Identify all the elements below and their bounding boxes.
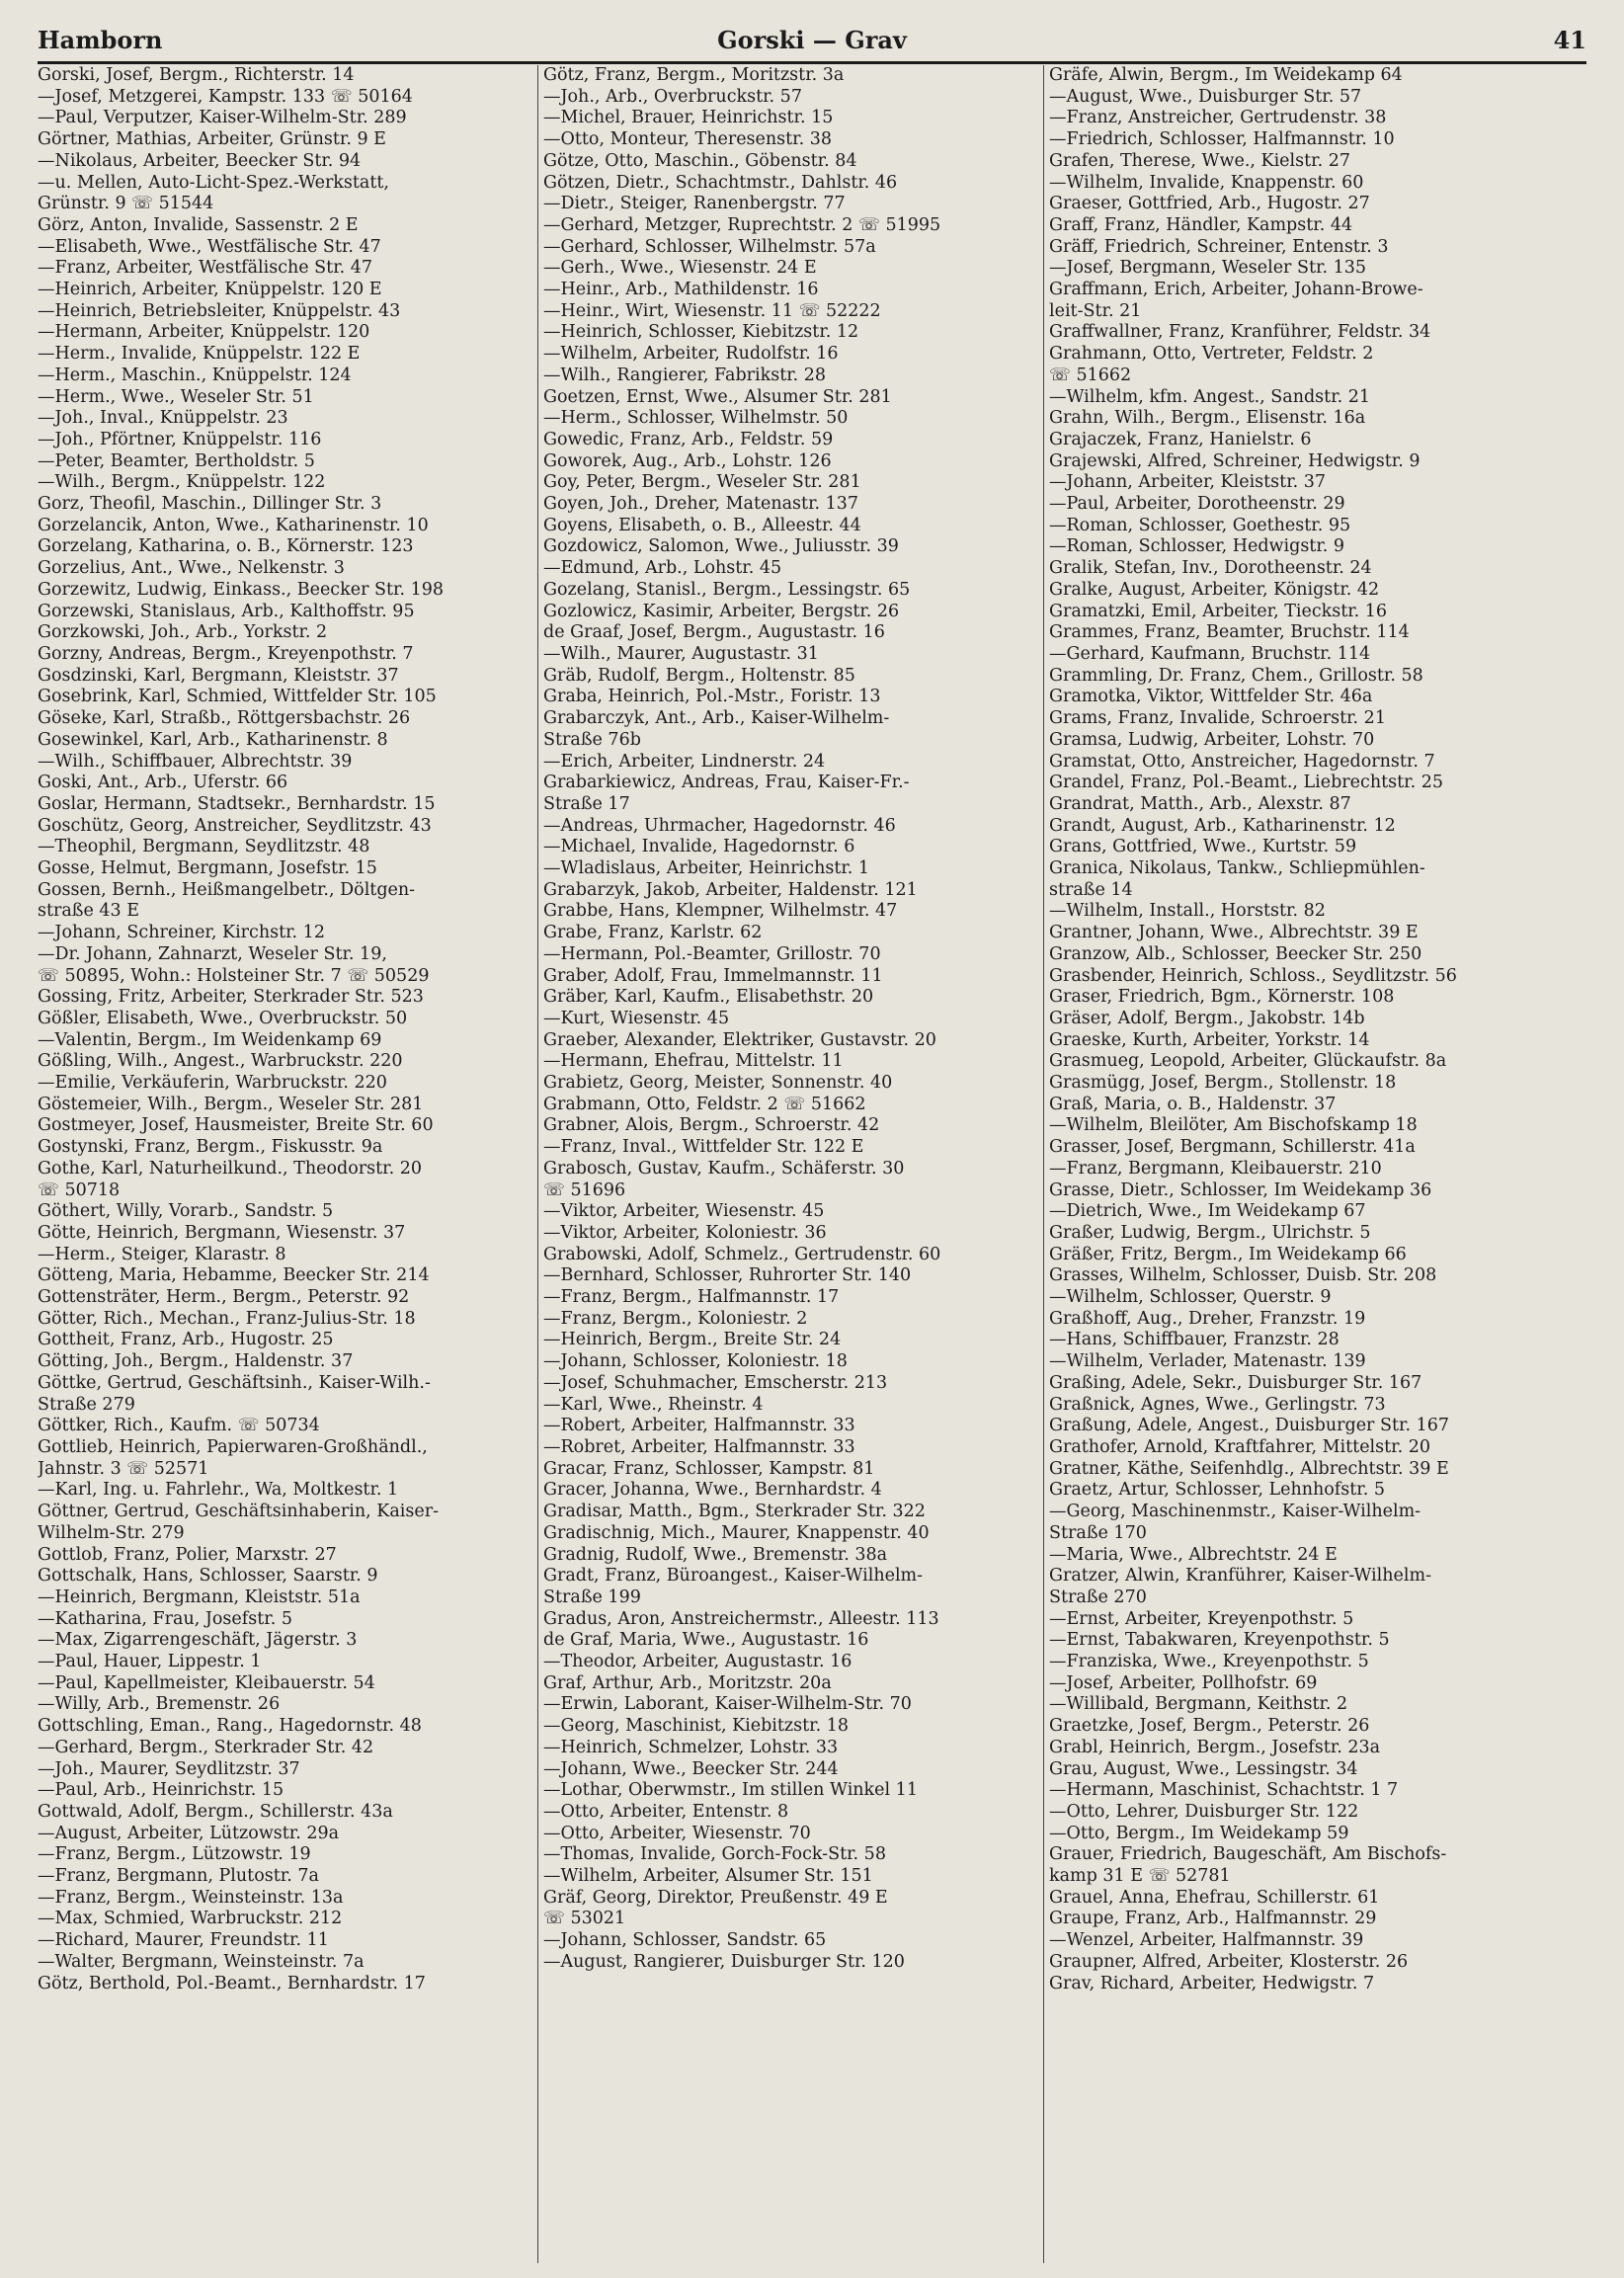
directory-entry: Grabarczyk, Ant., Arb., Kaiser-Wilhelm- [543, 708, 890, 729]
directory-entry: Grabowski, Adolf, Schmelz., Gertrudenstr. 60 [543, 1244, 941, 1264]
directory-entry: —Hermann, Ehefrau, Mittelstr. 11 [543, 1051, 844, 1072]
directory-entry: Grabarzyk, Jakob, Arbeiter, Haldenstr. 121 [543, 879, 918, 900]
directory-entry: Gottwald, Adolf, Bergm., Schillerstr. 43a [38, 1801, 393, 1822]
directory-entry: —Gerhard, Bergm., Sterkrader Str. 42 [38, 1737, 374, 1757]
directory-entry: —Heinrich, Bergmann, Kleiststr. 51a [38, 1586, 361, 1607]
directory-entry: —August, Rangierer, Duisburger Str. 120 [543, 1951, 905, 1972]
column-divider [537, 65, 538, 2263]
directory-entry: Granzow, Alb., Schlosser, Beecker Str. 250 [1049, 943, 1422, 964]
directory-entry: Gosewinkel, Karl, Arb., Katharinenstr. 8 [38, 729, 388, 750]
directory-entry: —Theodor, Arbeiter, Augustastr. 16 [543, 1652, 853, 1672]
directory-entry: —Joh., Maurer, Seydlitzstr. 37 [38, 1758, 300, 1779]
directory-entry: Graber, Adolf, Frau, Immelmannstr. 11 [543, 965, 883, 986]
directory-entry: —Wilhelm, Invalide, Knappenstr. 60 [1049, 172, 1364, 193]
directory-entry: —Viktor, Arbeiter, Wiesenstr. 45 [543, 1201, 825, 1222]
directory-entry: Göttke, Gertrud, Geschäftsinh., Kaiser-Wilh.- [38, 1372, 431, 1393]
directory-entry: Gradischnig, Mich., Maurer, Knappenstr. 40 [543, 1522, 930, 1543]
page-header [38, 22, 1586, 64]
directory-entry: Grans, Gottfried, Wwe., Kurtstr. 59 [1049, 837, 1357, 857]
directory-entry: —Josef, Schuhmacher, Emscherstr. 213 [543, 1372, 888, 1393]
directory-entry: Gossing, Fritz, Arbeiter, Sterkrader Str. 523 [38, 987, 424, 1008]
directory-entry: Göseke, Karl, Straßb., Röttgersbachstr. 26 [38, 708, 411, 729]
directory-entry: —Franziska, Wwe., Kreyenpothstr. 5 [1049, 1652, 1369, 1672]
directory-entry: Gottschling, Eman., Rang., Hagedornstr. 48 [38, 1716, 422, 1737]
directory-entry: —Wenzel, Arbeiter, Halfmannstr. 39 [1049, 1930, 1364, 1951]
directory-entry: —Thomas, Invalide, Gorch-Fock-Str. 58 [543, 1844, 886, 1865]
directory-entry: Gramotka, Viktor, Wittfelder Str. 46a [1049, 687, 1373, 707]
directory-entry: Grabner, Alois, Bergm., Schroerstr. 42 [543, 1115, 880, 1136]
directory-entry: Gowedic, Franz, Arb., Feldstr. 59 [543, 429, 834, 449]
directory-entry: —Franz, Inval., Wittfelder Str. 122 E [543, 1137, 864, 1158]
directory-entry: —Richard, Maurer, Freundstr. 11 [38, 1930, 329, 1951]
directory-entry: —Johann, Schreiner, Kirchstr. 12 [38, 923, 325, 943]
directory-entry: Graff, Franz, Händler, Kampstr. 44 [1049, 214, 1353, 235]
directory-entry: Goy, Peter, Bergm., Weseler Str. 281 [543, 472, 861, 493]
directory-entry: —Paul, Kapellmeister, Kleibauerstr. 54 [38, 1672, 375, 1693]
header-range: Gorski — Grav [717, 26, 907, 54]
directory-entry: Gottheit, Franz, Arb., Hugostr. 25 [38, 1330, 334, 1350]
directory-entry: Gozlowicz, Kasimir, Arbeiter, Bergstr. 26 [543, 601, 900, 621]
directory-entry: —Ernst, Tabakwaren, Kreyenpothstr. 5 [1049, 1630, 1390, 1651]
directory-entry: straße 14 [1049, 879, 1133, 900]
directory-entry: Graßer, Ludwig, Bergm., Ulrichstr. 5 [1049, 1222, 1371, 1243]
directory-entry: Götzen, Dietr., Schachtmstr., Dahlstr. 46 [543, 172, 898, 193]
directory-entry: —Herm., Wwe., Weseler Str. 51 [38, 386, 314, 407]
directory-entry: Grabarkiewicz, Andreas, Frau, Kaiser-Fr.- [543, 773, 910, 793]
directory-entry: Gothe, Karl, Naturheilkund., Theodorstr. 20 [38, 1158, 422, 1179]
directory-entry: —Wilh., Rangierer, Fabrikstr. 28 [543, 365, 827, 385]
directory-entry: —Wilh., Maurer, Augustastr. 31 [543, 643, 819, 664]
directory-entry: —Wladislaus, Arbeiter, Heinrichstr. 1 [543, 858, 870, 879]
directory-entry: Grabe, Franz, Karlstr. 62 [543, 923, 763, 943]
directory-entry: Grauer, Friedrich, Baugeschäft, Am Bischofs- [1049, 1844, 1447, 1865]
directory-entry: Graßung, Adele, Angest., Duisburger Str. 167 [1049, 1416, 1449, 1436]
header-city: Hamborn [38, 26, 163, 54]
directory-entry: —Franz, Bergm., Lützowstr. 19 [38, 1844, 311, 1865]
directory-entry: Grasmueg, Leopold, Arbeiter, Glückaufstr. 8a [1049, 1051, 1447, 1072]
directory-entry: Gräber, Karl, Kaufm., Elisabethstr. 20 [543, 987, 874, 1008]
directory-entry: Götte, Heinrich, Bergmann, Wiesenstr. 37 [38, 1222, 406, 1243]
directory-entry: Gratzer, Alwin, Kranführer, Kaiser-Wilhelm- [1049, 1566, 1431, 1586]
directory-entry: —Joh., Arb., Overbruckstr. 57 [543, 86, 802, 107]
directory-entry: —Heinrich, Schmelzer, Lohstr. 33 [543, 1737, 839, 1757]
directory-entry: Gorzelancik, Anton, Wwe., Katharinenstr. 10 [38, 515, 429, 535]
directory-entry: Graetz, Artur, Schlosser, Lehnhofstr. 5 [1049, 1480, 1385, 1501]
directory-entry: —Herm., Steiger, Klarastr. 8 [38, 1244, 286, 1264]
column-2 [543, 65, 1037, 2263]
directory-entry: Gratner, Käthe, Seifenhdlg., Albrechtstr. 39 E [1049, 1458, 1449, 1479]
directory-entry: Gozdowicz, Salomon, Wwe., Juliusstr. 39 [543, 536, 899, 557]
directory-entry: —Edmund, Arb., Lohstr. 45 [543, 558, 782, 579]
directory-entry: Gostynski, Franz, Bergm., Fiskusstr. 9a [38, 1137, 383, 1158]
directory-entry: —Franz, Bergm., Koloniestr. 2 [543, 1308, 808, 1329]
directory-entry: —Dietr., Steiger, Ranenbergstr. 77 [543, 194, 846, 214]
directory-entry: —Herm., Schlosser, Wilhelmstr. 50 [543, 408, 849, 429]
directory-entry: —Paul, Arbeiter, Dorotheenstr. 29 [1049, 494, 1345, 515]
directory-entry: Gostmeyer, Josef, Hausmeister, Breite Str. 60 [38, 1115, 434, 1136]
directory-entry: —Otto, Bergm., Im Weidekamp 59 [1049, 1823, 1349, 1843]
directory-entry: Grahn, Wilh., Bergm., Elisenstr. 16a [1049, 408, 1366, 429]
directory-entry: Goski, Ant., Arb., Uferstr. 66 [38, 773, 288, 793]
directory-entry: —Josef, Bergmann, Weseler Str. 135 [1049, 258, 1366, 279]
directory-entry: Graßing, Adele, Sekr., Duisburger Str. 167 [1049, 1372, 1422, 1393]
directory-entry: Gößling, Wilh., Angest., Warbruckstr. 220 [38, 1051, 403, 1072]
directory-entry: —Wilhelm, kfm. Angest., Sandstr. 21 [1049, 386, 1371, 407]
directory-entry: Gramatzki, Emil, Arbeiter, Tieckstr. 16 [1049, 601, 1388, 621]
directory-entry: Gottschalk, Hans, Schlosser, Saarstr. 9 [38, 1566, 378, 1586]
column-1 [38, 65, 531, 2263]
directory-entry: Gottlieb, Heinrich, Papierwaren-Großhändl., [38, 1437, 428, 1457]
directory-entry: —Valentin, Bergm., Im Weidenkamp 69 [38, 1029, 382, 1050]
directory-entry: Gracar, Franz, Schlosser, Kampstr. 81 [543, 1458, 875, 1479]
directory-entry: Graeser, Gottfried, Arb., Hugostr. 27 [1049, 194, 1370, 214]
directory-entry: Goworek, Aug., Arb., Lohstr. 126 [543, 450, 832, 471]
directory-entry: Graßnick, Agnes, Wwe., Gerlingstr. 73 [1049, 1394, 1386, 1415]
directory-entry: Straße 270 [1049, 1586, 1147, 1607]
directory-entry: Gozelang, Stanisl., Bergm., Lessingstr. 65 [543, 579, 911, 600]
directory-entry: Görz, Anton, Invalide, Sassenstr. 2 E [38, 214, 359, 235]
directory-entry: Götteng, Maria, Hebamme, Beecker Str. 214 [38, 1265, 430, 1286]
directory-entry: Grasbender, Heinrich, Schloss., Seydlitzstr. 56 [1049, 965, 1457, 986]
directory-entry: Gralik, Stefan, Inv., Dorotheenstr. 24 [1049, 558, 1372, 579]
directory-entry: Gradt, Franz, Büroangest., Kaiser-Wilhelm- [543, 1566, 924, 1586]
directory-entry: —Wilhelm, Arbeiter, Alsumer Str. 151 [543, 1866, 873, 1887]
directory-entry: —Max, Zigarrengeschäft, Jägerstr. 3 [38, 1630, 358, 1651]
directory-entry: —Kurt, Wiesenstr. 45 [543, 1008, 730, 1028]
directory-entry: Gorz, Theofil, Maschin., Dillinger Str. 3 [38, 494, 382, 515]
directory-entry: —Elisabeth, Wwe., Westfälische Str. 47 [38, 236, 381, 257]
directory-entry: —Michel, Brauer, Heinrichstr. 15 [543, 108, 834, 128]
directory-entry: —Hans, Schiffbauer, Franzstr. 28 [1049, 1330, 1340, 1350]
directory-entry: Götz, Franz, Bergm., Moritzstr. 3a [543, 65, 845, 85]
column-divider [1043, 65, 1044, 2263]
directory-entry: —Heinrich, Betriebsleiter, Knüppelstr. 43 [38, 300, 401, 321]
directory-entry: —Erwin, Laborant, Kaiser-Wilhelm-Str. 70 [543, 1694, 912, 1715]
directory-entry: ☏ 51662 [1049, 365, 1132, 385]
directory-entry: Graf, Arthur, Arb., Moritzstr. 20a [543, 1672, 832, 1693]
directory-entry: ☏ 53021 [543, 1909, 626, 1929]
directory-entry: straße 43 E [38, 901, 140, 922]
directory-entry: Straße 279 [38, 1394, 135, 1415]
directory-entry: —Johann, Schlosser, Koloniestr. 18 [543, 1351, 848, 1372]
directory-entry: —Bernhard, Schlosser, Ruhrorter Str. 140 [543, 1265, 912, 1286]
directory-entry: Gradisar, Matth., Bgm., Sterkrader Str. 322 [543, 1502, 926, 1522]
directory-entry: Görtner, Mathias, Arbeiter, Grünstr. 9 E [38, 129, 386, 150]
directory-entry: —Paul, Hauer, Lippestr. 1 [38, 1652, 262, 1672]
directory-entry: Grabbe, Hans, Klempner, Wilhelmstr. 47 [543, 901, 898, 922]
directory-entry: Grauel, Anna, Ehefrau, Schillerstr. 61 [1049, 1887, 1380, 1908]
directory-entry: —Karl, Ing. u. Fahrlehr., Wa, Moltkestr. 1 [38, 1480, 399, 1501]
directory-entry: —Heinrich, Bergm., Breite Str. 24 [543, 1330, 842, 1350]
directory-entry: Grajewski, Alfred, Schreiner, Hedwigstr. 9 [1049, 450, 1421, 471]
directory-entry: Götz, Berthold, Pol.-Beamt., Bernhardstr. 17 [38, 1973, 426, 1993]
directory-entry: Goslar, Hermann, Stadtsekr., Bernhardstr. 15 [38, 793, 436, 814]
directory-entry: Grammling, Dr. Franz, Chem., Grillostr. 58 [1049, 665, 1423, 686]
directory-entry: —Josef, Arbeiter, Pollhofstr. 69 [1049, 1672, 1318, 1693]
directory-entry: —August, Arbeiter, Lützowstr. 29a [38, 1823, 340, 1843]
directory-entry: Götting, Joh., Bergm., Haldenstr. 37 [38, 1351, 354, 1372]
directory-entry: —Otto, Monteur, Theresenstr. 38 [543, 129, 833, 150]
directory-entry: Gräb, Rudolf, Bergm., Holtenstr. 85 [543, 665, 855, 686]
directory-entry: —Joh., Inval., Knüppelstr. 23 [38, 408, 288, 429]
directory-entry: Goetzen, Ernst, Wwe., Alsumer Str. 281 [543, 386, 892, 407]
directory-entry: Gradus, Aron, Anstreichermstr., Alleestr. 113 [543, 1608, 939, 1629]
directory-entry: ☏ 51696 [543, 1180, 626, 1200]
directory-entry: —Paul, Arb., Heinrichstr. 15 [38, 1780, 284, 1801]
directory-entry: Gorzelius, Ant., Wwe., Nelkenstr. 3 [38, 558, 345, 579]
directory-entry: Graetzke, Josef, Bergm., Peterstr. 26 [1049, 1716, 1370, 1737]
directory-entry: —Otto, Arbeiter, Wiesenstr. 70 [543, 1823, 811, 1843]
directory-entry: ☏ 50718 [38, 1180, 121, 1200]
directory-entry: Graba, Heinrich, Pol.-Mstr., Foristr. 13 [543, 687, 881, 707]
directory-entry: Grabmann, Otto, Feldstr. 2 ☏ 51662 [543, 1094, 866, 1114]
directory-entry: Gräßer, Fritz, Bergm., Im Weidekamp 66 [1049, 1244, 1407, 1264]
directory-entry: Göttker, Rich., Kaufm. ☏ 50734 [38, 1416, 320, 1436]
directory-entry: Grathofer, Arnold, Kraftfahrer, Mittelstr. 20 [1049, 1437, 1430, 1457]
directory-entry: Gramsa, Ludwig, Arbeiter, Lohstr. 70 [1049, 729, 1375, 750]
directory-entry: Gosebrink, Karl, Schmied, Wittfelder Str. 105 [38, 687, 437, 707]
directory-entry: —Johann, Wwe., Beecker Str. 244 [543, 1758, 839, 1779]
directory-entry: Graß, Maria, o. B., Haldenstr. 37 [1049, 1094, 1337, 1114]
directory-entry: Gottensträter, Herm., Bergm., Peterstr. 92 [38, 1287, 410, 1308]
directory-entry: Gosse, Helmut, Bergmann, Josefstr. 15 [38, 858, 377, 879]
directory-entry: —Franz, Anstreicher, Gertrudenstr. 38 [1049, 108, 1387, 128]
directory-entry: —Heinr., Arb., Mathildenstr. 16 [543, 280, 819, 300]
directory-entry: Graeske, Kurth, Arbeiter, Yorkstr. 14 [1049, 1029, 1370, 1050]
directory-entry: —Wilhelm, Schlosser, Querstr. 9 [1049, 1287, 1332, 1308]
directory-entry: Gorzewitz, Ludwig, Einkass., Beecker Str. 198 [38, 579, 444, 600]
directory-entry: —Walter, Bergmann, Weinsteinstr. 7a [38, 1951, 365, 1972]
directory-entry: —Herm., Invalide, Knüppelstr. 122 E [38, 344, 361, 365]
directory-entry: Grau, August, Wwe., Lessingstr. 34 [1049, 1758, 1358, 1779]
directory-entry: Gräfe, Alwin, Bergm., Im Weidekamp 64 [1049, 65, 1403, 85]
directory-entry: —Dr. Johann, Zahnarzt, Weseler Str. 19, [38, 943, 387, 964]
directory-entry: Gorzewski, Stanislaus, Arb., Kalthoffstr. 95 [38, 601, 415, 621]
directory-entry: —Emilie, Verkäuferin, Warbruckstr. 220 [38, 1073, 387, 1094]
directory-entry: —Paul, Verputzer, Kaiser-Wilhelm-Str. 289 [38, 108, 407, 128]
directory-entry: —August, Wwe., Duisburger Str. 57 [1049, 86, 1362, 107]
directory-entry: —Wilhelm, Arbeiter, Rudolfstr. 16 [543, 344, 839, 365]
directory-entry: Gräf, Georg, Direktor, Preußenstr. 49 E [543, 1887, 888, 1908]
directory-entry: Graser, Friedrich, Bgm., Körnerstr. 108 [1049, 987, 1395, 1008]
directory-entry: Grahmann, Otto, Vertreter, Feldstr. 2 [1049, 344, 1374, 365]
directory-entry: —Gerh., Wwe., Wiesenstr. 24 E [543, 258, 817, 279]
directory-entry: —Johann, Schlosser, Sandstr. 65 [543, 1930, 827, 1951]
directory-entry: —Karl, Wwe., Rheinstr. 4 [543, 1394, 764, 1415]
directory-entry: Gorski, Josef, Bergm., Richterstr. 14 [38, 65, 355, 85]
directory-entry: —Erich, Arbeiter, Lindnerstr. 24 [543, 751, 826, 772]
directory-entry: —Lothar, Oberwmstr., Im stillen Winkel 11 [543, 1780, 918, 1801]
directory-entry: Grasse, Dietr., Schlosser, Im Weidekamp 36 [1049, 1180, 1432, 1200]
directory-entry: Gräff, Friedrich, Schreiner, Entenstr. 3 [1049, 236, 1389, 257]
directory-entry: Straße 199 [543, 1586, 641, 1607]
directory-entry: —Hermann, Pol.-Beamter, Grillostr. 70 [543, 943, 881, 964]
directory-entry: —Franz, Bergm., Halfmannstr. 17 [543, 1287, 840, 1308]
directory-entry: —Wilhelm, Install., Horststr. 82 [1049, 901, 1326, 922]
directory-entry: —Gerhard, Metzger, Ruprechtstr. 2 ☏ 51995 [543, 214, 941, 235]
directory-entry: —Willy, Arb., Bremenstr. 26 [38, 1694, 281, 1715]
directory-entry: Gramstat, Otto, Anstreicher, Hagedornstr. 7 [1049, 751, 1435, 772]
directory-entry: —Heinrich, Schlosser, Kiebitzstr. 12 [543, 322, 859, 343]
directory-entry: Grafen, Therese, Wwe., Kielstr. 27 [1049, 150, 1350, 171]
directory-entry: Götze, Otto, Maschin., Göbenstr. 84 [543, 150, 857, 171]
directory-entry: —Georg, Maschinist, Kiebitzstr. 18 [543, 1716, 850, 1737]
directory-entry: —Hermann, Arbeiter, Knüppelstr. 120 [38, 322, 370, 343]
directory-entry: Gossen, Bernh., Heißmangelbetr., Döltgen- [38, 879, 416, 900]
directory-entry: Grajaczek, Franz, Hanielstr. 6 [1049, 429, 1312, 449]
directory-entry: —Otto, Lehrer, Duisburger Str. 122 [1049, 1801, 1359, 1822]
directory-entry: —Viktor, Arbeiter, Koloniestr. 36 [543, 1222, 827, 1243]
directory-entry: Gosdzinski, Karl, Bergmann, Kleiststr. 37 [38, 665, 399, 686]
directory-entry: Goyens, Elisabeth, o. B., Alleestr. 44 [543, 515, 861, 535]
directory-entry: —Otto, Arbeiter, Entenstr. 8 [543, 1801, 789, 1822]
directory-entry: Granica, Nikolaus, Tankw., Schliepmühlen- [1049, 858, 1425, 879]
directory-entry: Straße 170 [1049, 1522, 1147, 1543]
directory-entry: —Josef, Metzgerei, Kampstr. 133 ☏ 50164 [38, 86, 413, 107]
directory-entry: Graupe, Franz, Arb., Halfmannstr. 29 [1049, 1909, 1377, 1929]
directory-entry: Graßhoff, Aug., Dreher, Franzstr. 19 [1049, 1308, 1366, 1329]
directory-entry: —Ernst, Arbeiter, Kreyenpothstr. 5 [1049, 1608, 1354, 1629]
directory-entry: Gorzkowski, Joh., Arb., Yorkstr. 2 [38, 622, 328, 643]
directory-entry: —Nikolaus, Arbeiter, Beecker Str. 94 [38, 150, 362, 171]
directory-entry: —Friedrich, Schlosser, Halfmannstr. 10 [1049, 129, 1395, 150]
directory-entry: Jahnstr. 3 ☏ 52571 [38, 1458, 209, 1479]
directory-entry: Graupner, Alfred, Arbeiter, Klosterstr. 26 [1049, 1951, 1409, 1972]
directory-entry: Gralke, August, Arbeiter, Königstr. 42 [1049, 579, 1380, 600]
directory-entry: Grandrat, Matth., Arb., Alexstr. 87 [1049, 793, 1351, 814]
directory-entry: —Johann, Arbeiter, Kleiststr. 37 [1049, 472, 1327, 493]
directory-entry: Wilhelm-Str. 279 [38, 1522, 185, 1543]
directory-entry: —Heinrich, Arbeiter, Knüppelstr. 120 E [38, 280, 382, 300]
directory-entry: Graeber, Alexander, Elektriker, Gustavstr. 20 [543, 1029, 936, 1050]
directory-entry: —Wilh., Bergm., Knüppelstr. 122 [38, 472, 326, 493]
directory-entry: Gräser, Adolf, Bergm., Jakobstr. 14b [1049, 1008, 1365, 1028]
directory-entry: —Dietrich, Wwe., Im Weidekamp 67 [1049, 1201, 1366, 1222]
directory-entry: Gracer, Johanna, Wwe., Bernhardstr. 4 [543, 1480, 882, 1501]
directory-entry: —Andreas, Uhrmacher, Hagedornstr. 46 [543, 815, 896, 836]
directory-entry: Göstemeier, Wilh., Bergm., Weseler Str. 281 [38, 1094, 424, 1114]
directory-entry: Gottlob, Franz, Polier, Marxstr. 27 [38, 1544, 337, 1565]
directory-entry: —u. Mellen, Auto-Licht-Spez.-Werkstatt, [38, 172, 389, 193]
directory-entry: —Franz, Bergmann, Kleibauerstr. 210 [1049, 1158, 1382, 1179]
directory-entry: —Heinr., Wirt, Wiesenstr. 11 ☏ 52222 [543, 300, 881, 321]
directory-entry: leit-Str. 21 [1049, 300, 1142, 321]
directory-entry: Gorzelang, Katharina, o. B., Körnerstr. 123 [38, 536, 414, 557]
directory-entry: Gradnig, Rudolf, Wwe., Bremenstr. 38a [543, 1544, 888, 1565]
directory-entry: —Hermann, Maschinist, Schachtstr. 1 7 [1049, 1780, 1399, 1801]
directory-entry: —Peter, Beamter, Bertholdstr. 5 [38, 450, 315, 471]
directory-entry: ☏ 50895, Wohn.: Holsteiner Str. 7 ☏ 50529 [38, 965, 430, 986]
directory-entry: Goschütz, Georg, Anstreicher, Seydlitzstr. 43 [38, 815, 432, 836]
directory-entry: Grasser, Josef, Bergmann, Schillerstr. 41a [1049, 1137, 1416, 1158]
directory-entry: Goyen, Joh., Dreher, Matenastr. 137 [543, 494, 859, 515]
directory-entry: Graffwallner, Franz, Kranführer, Feldstr. 34 [1049, 322, 1431, 343]
directory-entry: —Gerhard, Schlosser, Wilhelmstr. 57a [543, 236, 876, 257]
directory-entry: Gorzny, Andreas, Bergm., Kreyenpothstr. 7 [38, 643, 414, 664]
directory-entry: Götter, Rich., Mechan., Franz-Julius-Str. 18 [38, 1308, 416, 1329]
directory-entry: —Michael, Invalide, Hagedornstr. 6 [543, 837, 855, 857]
directory-entry: —Wilhelm, Bleilöter, Am Bischofskamp 18 [1049, 1115, 1418, 1136]
directory-entry: Grasses, Wilhelm, Schlosser, Duisb. Str. 208 [1049, 1265, 1437, 1286]
directory-entry: Grammes, Franz, Beamter, Bruchstr. 114 [1049, 622, 1410, 643]
directory-entry: —Gerhard, Kaufmann, Bruchstr. 114 [1049, 643, 1371, 664]
directory-entry: —Franz, Arbeiter, Westfälische Str. 47 [38, 258, 373, 279]
directory-entry: —Wilhelm, Verlader, Matenastr. 139 [1049, 1351, 1366, 1372]
directory-entry: —Roman, Schlosser, Hedwigstr. 9 [1049, 536, 1345, 557]
directory-entry: —Robert, Arbeiter, Halfmannstr. 33 [543, 1416, 855, 1436]
directory-entry: Grünstr. 9 ☏ 51544 [38, 194, 214, 214]
directory-entry: Gößler, Elisabeth, Wwe., Overbruckstr. 50 [38, 1008, 408, 1028]
directory-entry: —Maria, Wwe., Albrechtstr. 24 E [1049, 1544, 1338, 1565]
directory-entry: de Graaf, Josef, Bergm., Augustastr. 16 [543, 622, 885, 643]
directory-entry: —Franz, Bergm., Weinsteinstr. 13a [38, 1887, 344, 1908]
directory-entry: Straße 76b [543, 729, 641, 750]
directory-entry: Graffmann, Erich, Arbeiter, Johann-Browe- [1049, 280, 1423, 300]
directory-entry: de Graf, Maria, Wwe., Augustastr. 16 [543, 1630, 869, 1651]
directory-entry: —Herm., Maschin., Knüppelstr. 124 [38, 365, 352, 385]
directory-entry: Grandt, August, Arb., Katharinenstr. 12 [1049, 815, 1396, 836]
directory-entry: —Wilh., Schiffbauer, Albrechtstr. 39 [38, 751, 353, 772]
page-number: 41 [1553, 26, 1586, 54]
column-3 [1049, 65, 1586, 2263]
directory-entry: Grav, Richard, Arbeiter, Hedwigstr. 7 [1049, 1973, 1375, 1993]
directory-entry: —Willibald, Bergmann, Keithstr. 2 [1049, 1694, 1348, 1715]
directory-entry: Straße 17 [543, 793, 630, 814]
directory-entry: Grams, Franz, Invalide, Schroerstr. 21 [1049, 708, 1386, 729]
directory-entry: Grantner, Johann, Wwe., Albrechtstr. 39 E [1049, 923, 1419, 943]
directory-entry: Grasmügg, Josef, Bergm., Stollenstr. 18 [1049, 1073, 1397, 1094]
directory-entry: —Max, Schmied, Warbruckstr. 212 [38, 1909, 343, 1929]
directory-entry: Grabl, Heinrich, Bergm., Josefstr. 23a [1049, 1737, 1381, 1757]
directory-entry: kamp 31 E ☏ 52781 [1049, 1866, 1231, 1887]
directory-entry: Grabosch, Gustav, Kaufm., Schäferstr. 30 [543, 1158, 905, 1179]
directory-entry: —Franz, Bergmann, Plutostr. 7a [38, 1866, 319, 1887]
directory-entry: —Theophil, Bergmann, Seydlitzstr. 48 [38, 837, 370, 857]
directory-entry: Grandel, Franz, Pol.-Beamt., Liebrechtstr. 25 [1049, 773, 1443, 793]
directory-entry: Göttner, Gertrud, Geschäftsinhaberin, Kaiser- [38, 1502, 439, 1522]
directory-entry: Grabietz, Georg, Meister, Sonnenstr. 40 [543, 1073, 893, 1094]
directory-entry: —Joh., Pförtner, Knüppelstr. 116 [38, 429, 322, 449]
directory-entry: —Roman, Schlosser, Goethestr. 95 [1049, 515, 1351, 535]
directory-entry: —Katharina, Frau, Josefstr. 5 [38, 1608, 292, 1629]
directory-entry: —Robret, Arbeiter, Halfmannstr. 33 [543, 1437, 855, 1457]
directory-entry: —Georg, Maschinenmstr., Kaiser-Wilhelm- [1049, 1502, 1421, 1522]
directory-entry: Göthert, Willy, Vorarb., Sandstr. 5 [38, 1201, 334, 1222]
